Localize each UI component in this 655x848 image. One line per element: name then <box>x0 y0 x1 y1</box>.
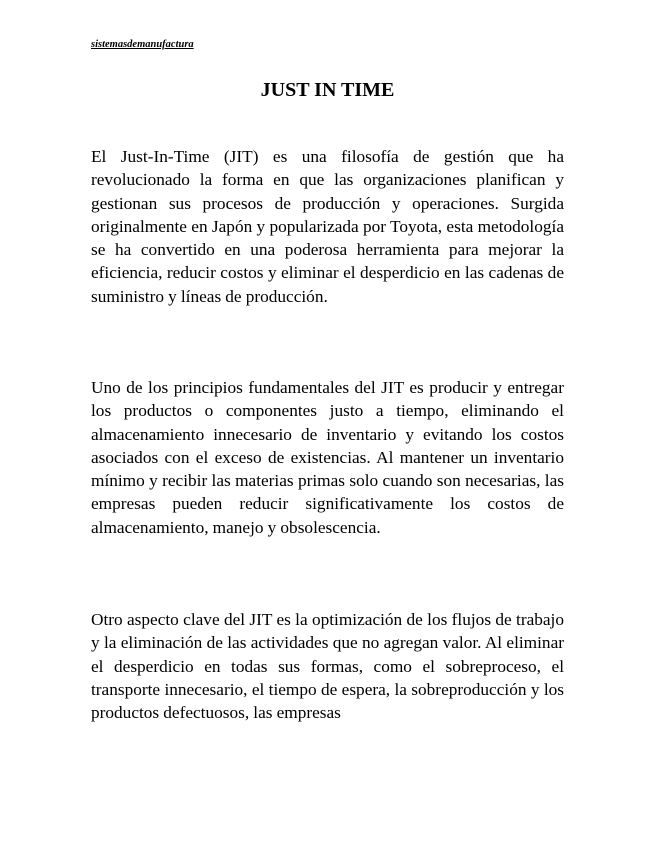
paragraph-principles: Uno de los principios fundamentales del JIT es producir y entregar los productos o componentes justo a tiempo, eliminando el almacenamiento innecesario de inventario y evitando los costos asociados con el exceso de existencias. Al mantener un inventario mínimo y recibir las materias primas solo cuando son necesarias, las empresas pueden reducir significativamente los costos de almacenamiento, manejo y obsolescencia. <box>91 378 564 537</box>
paragraph-workflow: Otro aspecto clave del JIT es la optimización de los flujos de trabajo y la eliminación de las actividades que no agregan valor. Al eliminar el desperdicio en todas sus formas, como el sobreproceso, el transporte innecesario, el tiempo de espera, la sobreproducción y los productos defectuosos, las empresas <box>91 610 564 723</box>
page-title: JUST IN TIME <box>260 79 395 101</box>
header-link[interactable]: sistemasdemanufactura <box>91 39 194 50</box>
paragraph-intro: El Just-In-Time (JIT) es una filosofía de gestión que ha revolucionado la forma en que las organizaciones planifican y gestionan sus procesos de producción y operaciones. Surgida originalmente en Japón y popularizada por Toyota, esta metodología se ha convertido en una poderosa herramienta para mejorar la eficiencia, reducir costos y eliminar el desperdicio en las cadenas de suministro y líneas de producción. <box>91 147 564 306</box>
